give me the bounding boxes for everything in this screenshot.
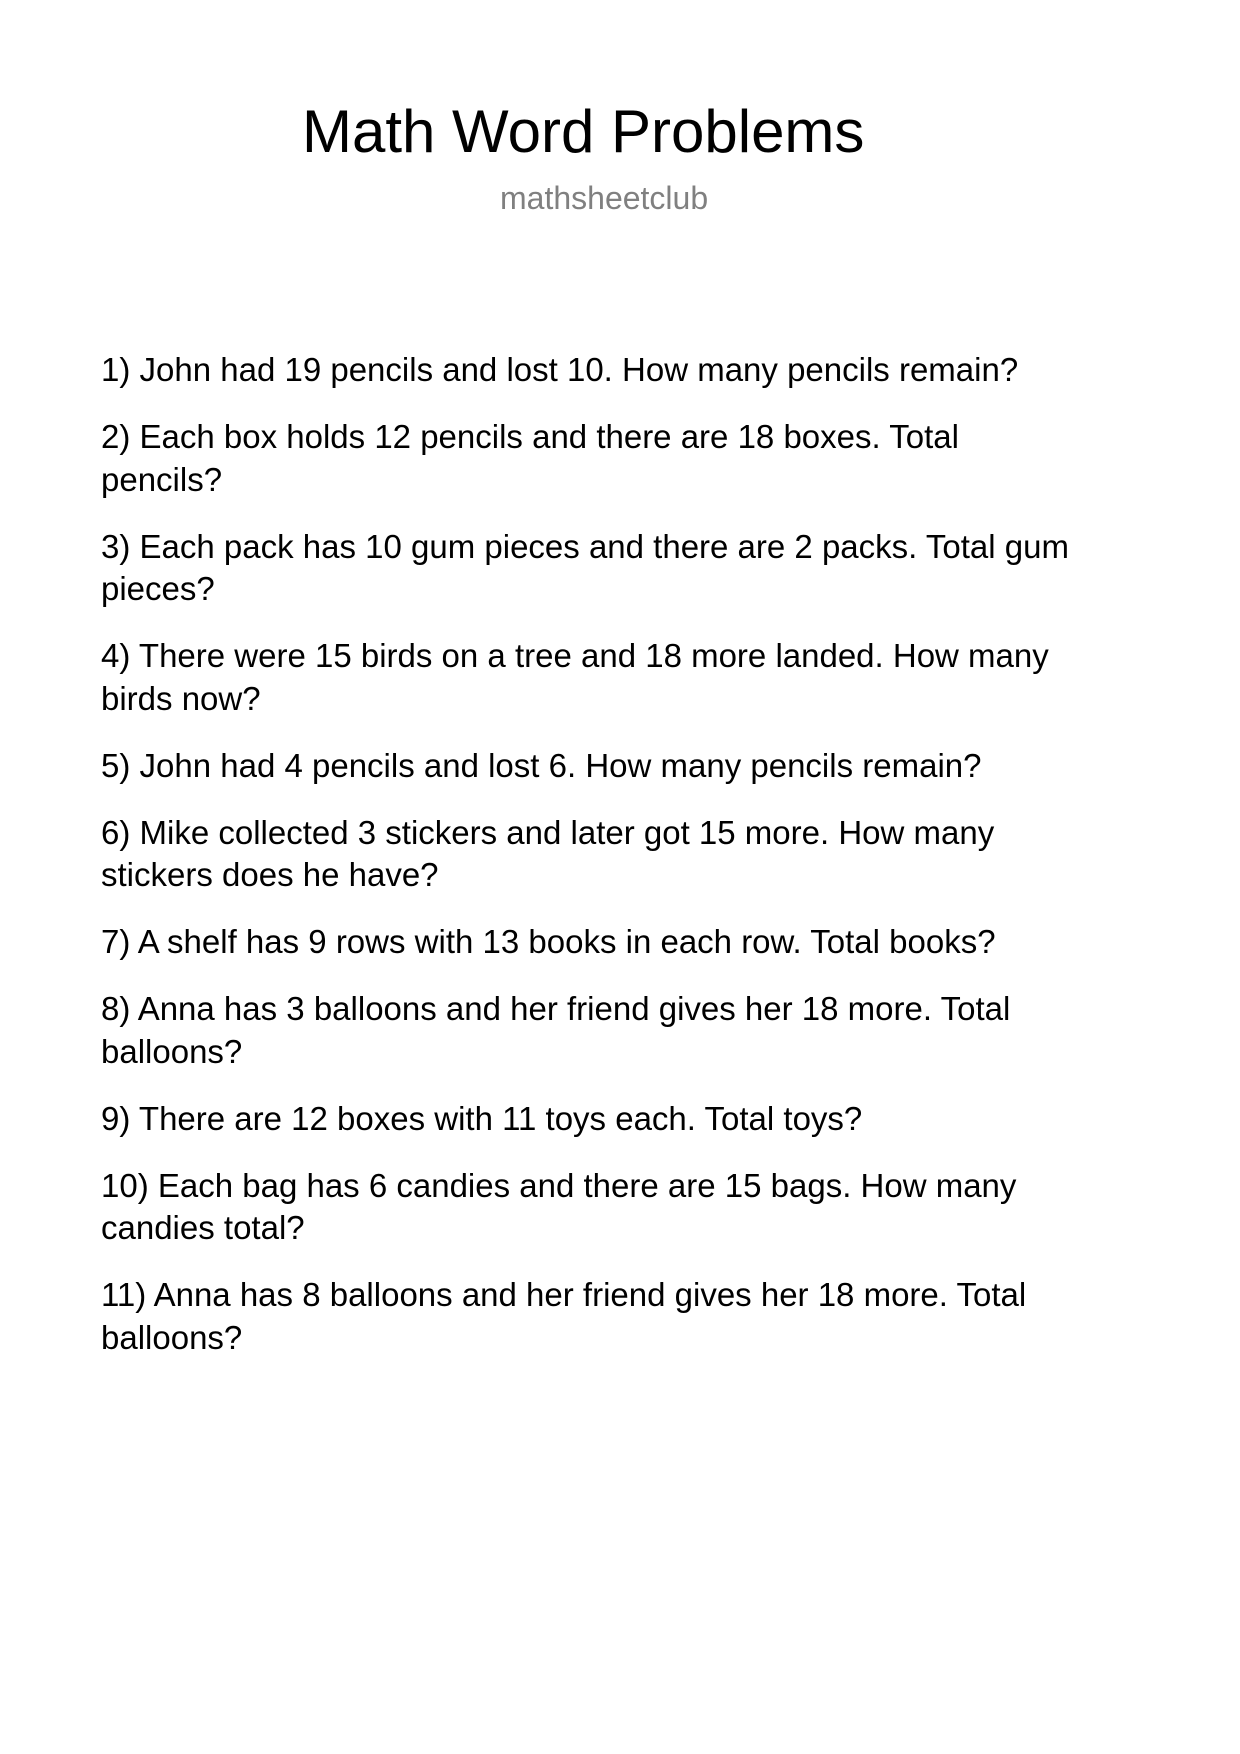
problem-text-line: birds now? — [101, 679, 261, 717]
problem-list — [101, 349, 1161, 1384]
problem-text-line: 6) Mike collected 3 stickers and later got 15 more. How many — [101, 813, 995, 851]
problem-text-line: 4) There were 15 birds on a tree and 18 more landed. How many — [101, 637, 1049, 674]
problem-item-9 — [101, 1098, 1161, 1141]
problem-text-line: 1) John had 19 pencils and lost 10. How many pencils remain? — [101, 351, 1019, 388]
problem-item-3 — [101, 526, 1161, 611]
problem-text-line: 2) Each box holds 12 pencils and there are 18 boxes. Total — [101, 418, 959, 455]
problem-text-line: pencils? — [101, 460, 223, 498]
problem-text-line: 10) Each bag has 6 candies and there are 15 bags. How many — [101, 1166, 1017, 1204]
problem-item-7 — [101, 921, 1161, 964]
problem-text-line: 9) There are 12 boxes with 11 toys each. Total toys? — [101, 1099, 863, 1137]
problem-item-11 — [101, 1274, 1161, 1359]
problem-item-10 — [101, 1165, 1161, 1250]
problem-text-line: 11) Anna has 8 balloons and her friend gives her 18 more. Total — [101, 1276, 1027, 1313]
problem-text-line: balloons? — [101, 1318, 243, 1356]
problem-item-5 — [101, 745, 1161, 788]
problem-text-line: 5) John had 4 pencils and lost 6. How many pencils remain? — [101, 746, 982, 784]
problem-item-6 — [101, 812, 1161, 897]
problem-text-line: candies total? — [101, 1209, 305, 1246]
page-subtitle: mathsheetclub — [500, 180, 709, 216]
page-title: Math Word Problems — [302, 98, 865, 165]
problem-text-line: 7) A shelf has 9 rows with 13 books in each row. Total books? — [101, 923, 996, 960]
problem-text-line: pieces? — [101, 570, 215, 607]
problem-item-2 — [101, 416, 1161, 501]
problem-item-8 — [101, 988, 1161, 1073]
problem-item-1 — [101, 349, 1161, 392]
problem-item-4 — [101, 635, 1161, 720]
problem-text-line: 8) Anna has 3 balloons and her friend gives her 18 more. Total — [101, 990, 1011, 1027]
problem-text-line: balloons? — [101, 1032, 243, 1070]
problem-text-line: stickers does he have? — [101, 856, 439, 893]
problem-text-line: 3) Each pack has 10 gum pieces and there are 2 packs. Total gum — [101, 527, 1069, 565]
